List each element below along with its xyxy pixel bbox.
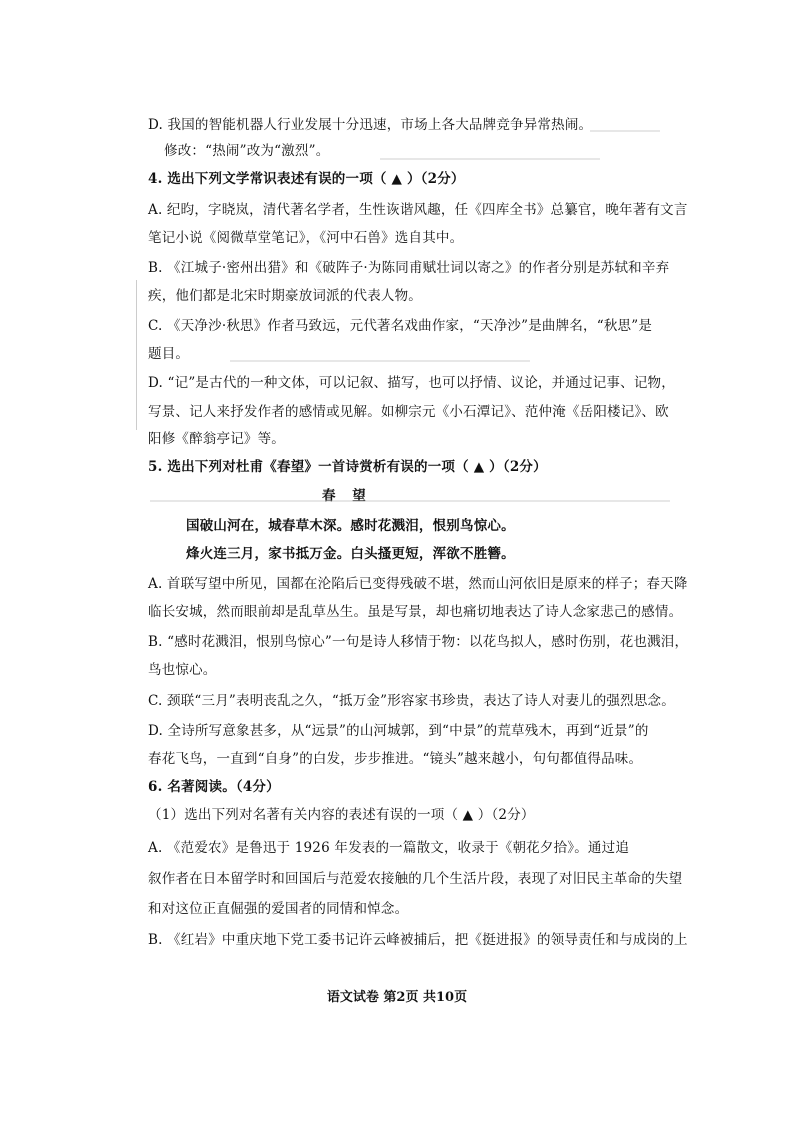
text-line: 写景、记人来抒发作者的感情或见解。如柳宗元《小石潭记》、范仲淹《岳阳楼记》、欧 (148, 404, 669, 420)
text-line: A. 纪昀，字晓岚，清代著名学者，生性诙谐风趣，任《四库全书》总纂官，晚年著有文言 (148, 202, 688, 218)
text-line: D. “记”是古代的一种文体，可以记叙、描写，也可以抒情、议论，并通过记事、记物， (148, 375, 675, 391)
scan-artifact (380, 158, 600, 160)
text-line: 阳修《醉翁亭记》等。 (148, 431, 285, 447)
text-line: （1）选出下列对名著有关内容的表述有误的一项（ ▲ ）（2分） (148, 807, 535, 823)
text-line: B. 《红岩》中重庆地下党工委书记许云峰被捕后，把《挺进报》的领导责任和与成岗的上 (148, 932, 688, 948)
poem-line: 国破山河在，城春草木深。感时花溅泪，恨别鸟惊心。 (186, 518, 515, 534)
page-footer: 语文试卷 第2页 共10页 (326, 990, 468, 1005)
text-line: 修改：“热闹”改为“激烈”。 (164, 143, 330, 159)
text-line: 题目。 (148, 346, 190, 362)
scan-artifact (150, 500, 670, 502)
text-line: A. 首联写望中所见，国都在沦陷后已变得残破不堪，然而山河依旧是原来的样子；春天降 (148, 576, 688, 592)
text-line: 疾，他们都是北宋时期豪放词派的代表人物。 (148, 288, 422, 304)
text-line: A. 《范爱农》是鲁迅于 1926 年发表的一篇散文，收录于《朝花夕拾》。通过追 (148, 840, 630, 856)
text-line: C. 颈联“三月”表明丧乱之久，“抵万金”形容家书珍贵，表达了诗人对妻儿的强烈思念。 (148, 693, 675, 709)
scan-edge (136, 280, 137, 430)
text-line: 笔记小说《阅微草堂笔记》，《河中石兽》选自其中。 (148, 230, 464, 246)
poem-title: 春 望 (322, 488, 372, 504)
text-line: B. “感时花溅泪，恨别鸟惊心”一句是诗人移情于物：以花鸟拟人，感时伤别，花也溅泪， (148, 634, 689, 650)
question-heading: 6. 名著阅读。（4分） (148, 779, 280, 795)
text-line: D. 我国的智能机器人行业发展十分迅速，市场上各大品牌竞争异常热闹。 (148, 117, 593, 133)
question-heading: 4. 选出下列文学常识表述有误的一项（ ▲ ）（2分） (148, 171, 465, 187)
scan-artifact (590, 130, 660, 132)
text-line: 春花飞鸟，一直到“自身”的白发，步步推进。“镜头”越来越小，句句都值得品味。 (148, 751, 643, 767)
text-line: C. 《天净沙·秋思》作者马致远，元代著名戏曲作家，“天净沙”是曲牌名，“秋思”是 (148, 318, 653, 334)
text-line: 临长安城，然而眼前却是乱草丛生。虽是写景，却也痛切地表达了诗人念家悲己的感情。 (148, 604, 683, 620)
question-heading: 5. 选出下列对杜甫《春望》一首诗赏析有误的一项（ ▲ ）（2分） (148, 459, 547, 475)
scan-artifact (230, 360, 530, 362)
poem-line: 烽火连三月，家书抵万金。白头搔更短，浑欲不胜簪。 (186, 546, 515, 562)
text-line: 鸟也惊心。 (148, 662, 217, 678)
text-line: B. 《江城子·密州出猎》和《破阵子·为陈同甫赋壮词以寄之》的作者分别是苏轼和辛弃 (148, 260, 670, 276)
text-line: 叙作者在日本留学时和回国后与范爱农接触的几个生活片段，表现了对旧民主革命的失望 (148, 871, 683, 887)
text-line: 和对这位正直倔强的爱国者的同情和悼念。 (148, 901, 409, 917)
text-line: D. 全诗所写意象甚多，从“远景”的山河城郭，到“中景”的荒草残木，再到“近景”的 (148, 723, 649, 739)
